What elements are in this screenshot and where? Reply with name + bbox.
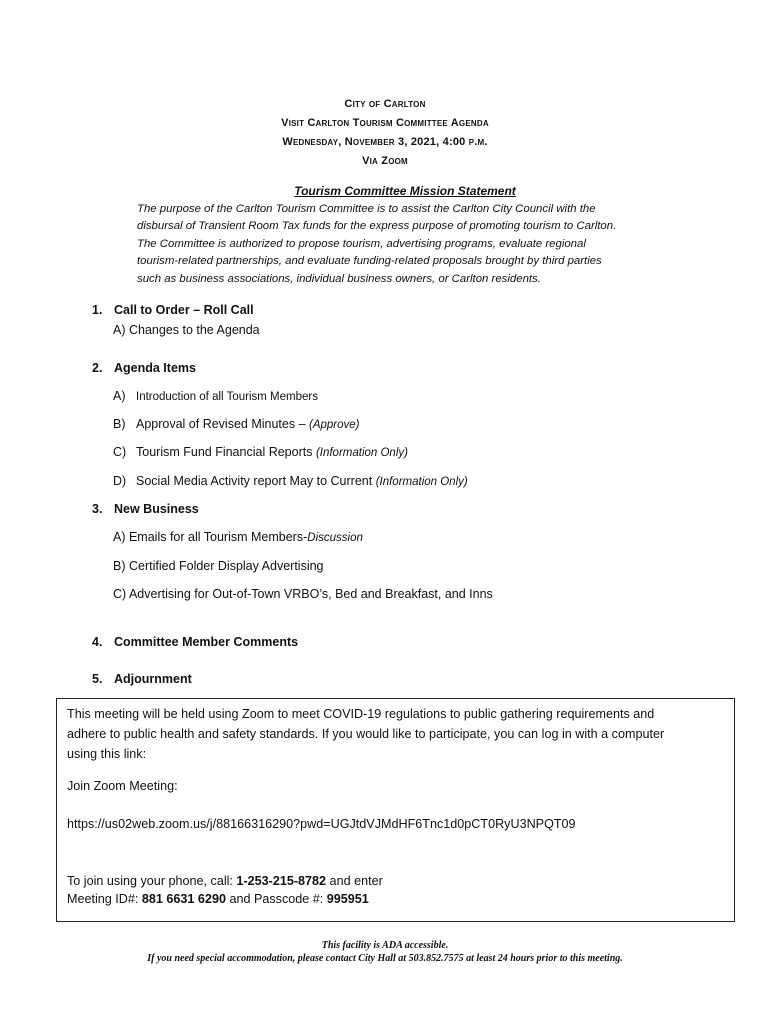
- header-committee: [0, 114, 770, 133]
- zoom-meeting-link[interactable]: https://us02web.zoom.us/j/88166316290?pwd=UGJtdVJMdHF6Tnc1d0pCT0RyU3NPQT09: [67, 817, 576, 831]
- item-letter: C): [113, 445, 127, 459]
- item-changes-to-agenda: A) Changes to the Agenda: [113, 323, 260, 337]
- header-committee-text: Visit Carlton Tourism Committee Agenda: [281, 117, 489, 129]
- item-certified-folder: B) Certified Folder Display Advertising: [113, 559, 324, 573]
- passcode: 995951: [326, 892, 369, 906]
- section-title: Agenda Items: [114, 361, 196, 375]
- item-note: Discussion: [307, 532, 363, 544]
- mission-line: such as business associations, individual business owners, or Carlton residents.: [137, 272, 541, 285]
- zoom-info-box: [56, 698, 735, 922]
- zoom-info-line: using this link:: [67, 747, 147, 761]
- section-number: 2.: [92, 361, 103, 375]
- header-date-text: Wednesday, November 3, 2021, 4:00 p.m.: [282, 136, 488, 148]
- section-call-to-order: [92, 303, 254, 317]
- section-title: Call to Order – Roll Call: [114, 303, 254, 317]
- item-introduction: [113, 389, 318, 403]
- section-number: 3.: [92, 502, 103, 516]
- section-adjournment: [92, 672, 192, 686]
- mission-line: The purpose of the Carlton Tourism Committee is to assist the Carlton City Council with the: [137, 203, 596, 215]
- header-date: [0, 133, 770, 152]
- section-title: Committee Member Comments: [114, 635, 299, 649]
- phone-suffix: and enter: [326, 874, 383, 888]
- item-text: Approval of Revised Minutes –: [136, 417, 310, 431]
- item-text: Social Media Activity report May to Current: [136, 474, 376, 488]
- phone-prefix: To join using your phone, call:: [67, 874, 237, 888]
- section-new-business: [92, 502, 199, 516]
- header-city: [0, 95, 770, 114]
- section-number: 5.: [92, 672, 103, 686]
- item-social-media-report: [113, 474, 468, 488]
- mission-line: The Committee is authorized to propose tourism, advertising programs, evaluate regional: [137, 237, 586, 250]
- item-text: Introduction of all Tourism Members: [136, 391, 318, 403]
- mission-line: disbursal of Transient Room Tax funds for the express purpose of promoting tourism to Carlton.: [137, 220, 617, 233]
- item-letter: D): [113, 474, 127, 488]
- phone-instructions: [67, 871, 727, 891]
- zoom-info-text: [67, 704, 727, 764]
- header-city-text: City of Carlton: [344, 98, 426, 110]
- mission-line: tourism-related partnerships, and evaluate funding-related proposals brought by third parties: [137, 255, 602, 268]
- header-via: [0, 152, 770, 171]
- mission-title: Tourism Committee Mission Statement: [294, 184, 516, 198]
- item-letter: B): [113, 417, 126, 431]
- join-zoom-label: Join Zoom Meeting:: [67, 779, 178, 793]
- phone-number: 1-253-215-8782: [236, 874, 327, 888]
- item-note: (Information Only): [315, 447, 408, 459]
- item-emails-discussion: [113, 530, 363, 544]
- meeting-credentials: [67, 889, 727, 909]
- item-advertising-vrbo: C) Advertising for Out-of-Town VRBO’s, Bed and Breakfast, and Inns: [113, 587, 493, 601]
- header-via-text: Via Zoom: [362, 155, 408, 167]
- passcode-prefix: and Passcode #:: [225, 892, 327, 906]
- section-member-comments: [92, 635, 298, 649]
- footer-ada: This facility is ADA accessible.: [321, 940, 449, 951]
- meeting-id: 881 6631 6290: [141, 892, 226, 906]
- item-note: (Approve): [309, 419, 360, 431]
- zoom-info-line: adhere to public health and safety standards. If you would like to participate, you can log in with a computer: [67, 727, 665, 741]
- item-note: (Information Only): [375, 476, 468, 488]
- item-financial-reports: [113, 445, 408, 459]
- zoom-info-line: This meeting will be held using Zoom to meet COVID-19 regulations to public gathering requirements and: [67, 707, 655, 721]
- item-letter: A): [113, 389, 126, 403]
- section-agenda-items: [92, 361, 196, 375]
- item-text: Tourism Fund Financial Reports: [136, 445, 316, 459]
- meeting-id-prefix: Meeting ID#:: [67, 892, 142, 906]
- section-number: 4.: [92, 635, 103, 649]
- section-title: Adjournment: [114, 672, 192, 686]
- section-number: 1.: [92, 303, 103, 317]
- item-text: A) Emails for all Tourism Members-: [113, 530, 308, 544]
- item-approval-minutes: [113, 417, 360, 431]
- mission-statement: [137, 201, 677, 288]
- section-title: New Business: [114, 502, 199, 516]
- footer-accommodation: If you need special accommodation, please contact City Hall at 503.852.7575 at least 24 hours prior to this meeting.: [147, 953, 623, 964]
